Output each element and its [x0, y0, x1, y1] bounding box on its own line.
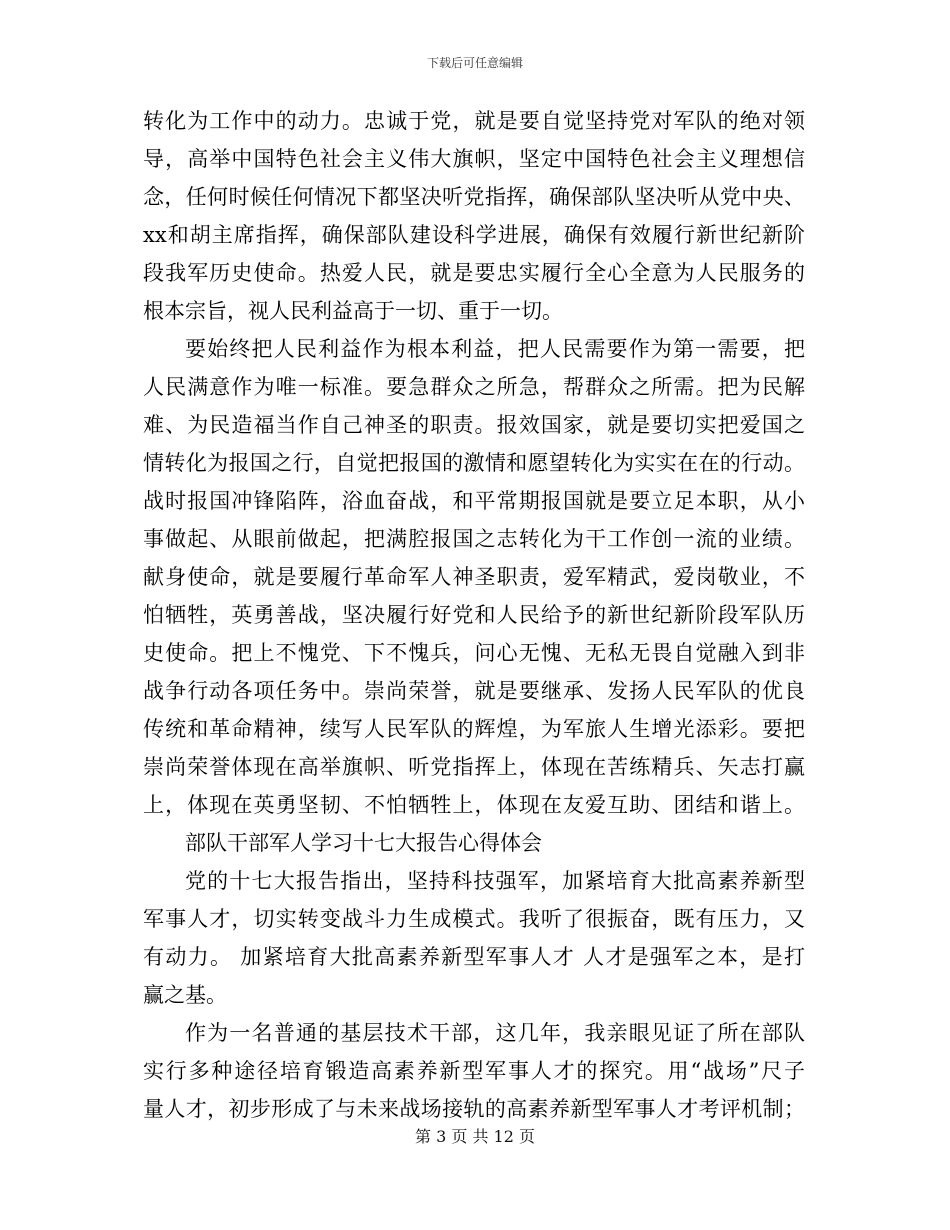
text-line: 赢之基。 [143, 983, 227, 1007]
text-line: 导，高举中国特色社会主义伟大旗帜，坚定中国特色社会主义理想信 [143, 147, 805, 171]
text-line: 量人才，初步形成了与未来战场接轨的高素养新型军事人才考评机制； [143, 1097, 805, 1121]
section-heading: 部队干部军人学习十七大报告心得体会 [185, 831, 542, 855]
text-line: 史使命。把上不愧党、下不愧兵，问心无愧、无私无畏自觉融入到非 [143, 641, 805, 665]
page-header: 下载后可任意编辑 [426, 56, 523, 70]
text-line: xx和胡主席指挥，确保部队建设科学进展，确保有效履行新世纪新阶 [143, 223, 805, 247]
text-line: 事做起、从眼前做起，把满腔报国之志转化为干工作创一流的业绩。 [143, 527, 805, 551]
text-line: 有动力。 加紧培育大批高素养新型军事人才 人才是强军之本，是打 [143, 945, 805, 969]
text-line: 难、为民造福当作自己神圣的职责。报效国家，就是要切实把爱国之 [143, 413, 805, 437]
text-line: 人民满意作为唯一标准。要急群众之所急，帮群众之所需。把为民解 [143, 375, 805, 399]
text-line: 上，体现在英勇坚韧、不怕牺牲上，体现在友爱互助、团结和谐上。 [143, 793, 805, 817]
text-line: 实行多种途径培育锻造高素养新型军事人才的探究。用“战场”尺子 [143, 1059, 805, 1083]
text-line: 情转化为报国之行，自觉把报国的激情和愿望转化为实实在在的行动。 [143, 451, 805, 475]
text-line: 转化为工作中的动力。忠诚于党，就是要自觉坚持党对军队的绝对领 [143, 109, 805, 133]
document-body [143, 102, 805, 1128]
page-footer: 第 3 页 共 12 页 [415, 1127, 535, 1146]
text-line: 献身使命，就是要履行革命军人神圣职责，爱军精武，爱岗敬业，不 [143, 565, 805, 589]
text-line: 根本宗旨，视人民利益高于一切、重于一切。 [143, 299, 563, 323]
text-line: 党的十七大报告指出，坚持科技强军，加紧培育大批高素养新型 [185, 869, 805, 893]
text-line: 战争行动各项任务中。崇尚荣誉，就是要继承、发扬人民军队的优良 [143, 679, 805, 703]
text-line: 传统和革命精神，续写人民军队的辉煌，为军旅人生增光添彩。要把 [143, 717, 805, 741]
text-line: 段我军历史使命。热爱人民，就是要忠实履行全心全意为人民服务的 [143, 261, 805, 285]
text-line: 要始终把人民利益作为根本利益，把人民需要作为第一需要，把 [185, 337, 805, 361]
text-line: 念，任何时候任何情况下都坚决听党指挥，确保部队坚决听从党中央、 [143, 185, 805, 209]
text-line: 战时报国冲锋陷阵，浴血奋战，和平常期报国就是要立足本职，从小 [143, 489, 805, 513]
text-line: 军事人才，切实转变战斗力生成模式。我听了很振奋，既有压力，又 [143, 907, 805, 931]
text-line: 崇尚荣誉体现在高举旗帜、听党指挥上，体现在苦练精兵、矢志打赢 [143, 755, 805, 779]
text-line: 作为一名普通的基层技术干部，这几年，我亲眼见证了所在部队 [185, 1021, 805, 1045]
text-line: 怕牺牲，英勇善战，坚决履行好党和人民给予的新世纪新阶段军队历 [143, 603, 805, 627]
